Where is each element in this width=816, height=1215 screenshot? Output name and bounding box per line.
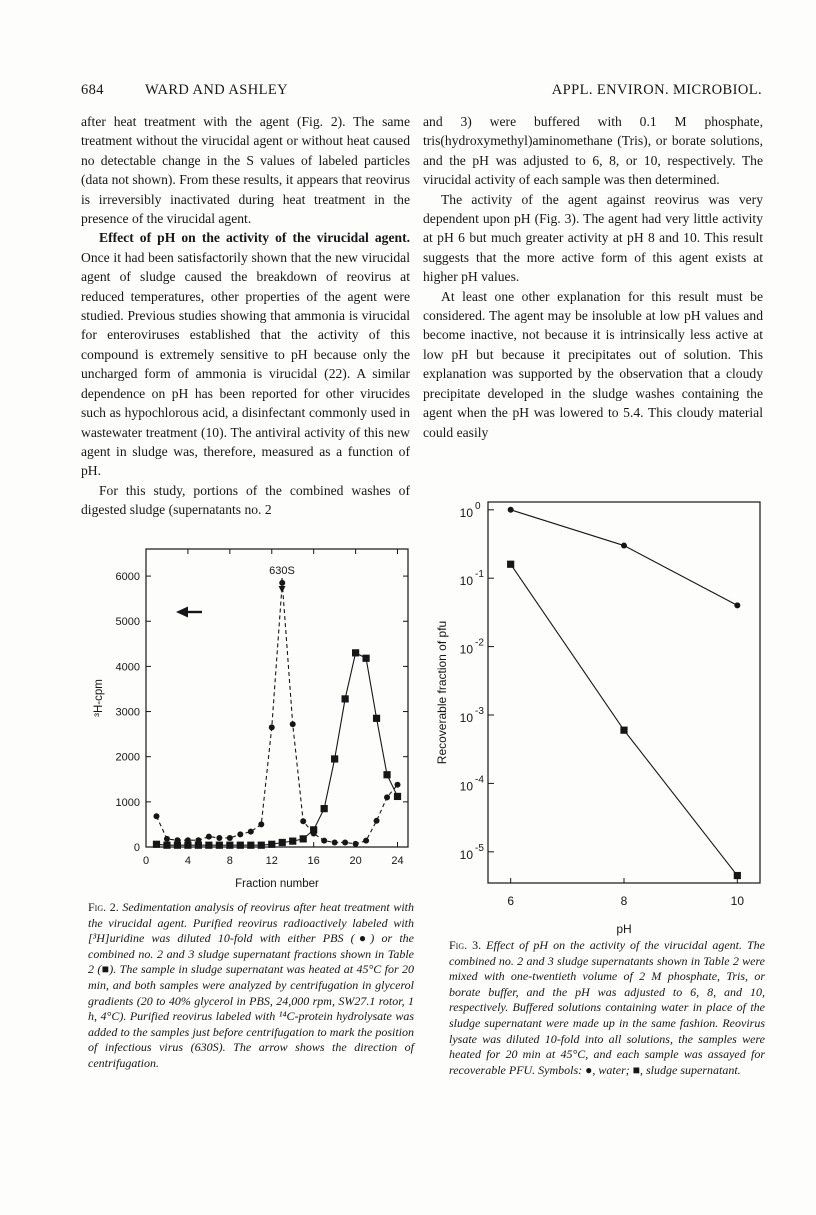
y-tick-label-base: 10 (459, 711, 473, 726)
y-tick-label-exponent: -2 (475, 637, 484, 649)
figure-2-chart (90, 540, 420, 895)
x-tick-label: 4 (184, 855, 191, 867)
right-paragraph-2: The activity of the agent against reovirus was very dependent upon pH (Fig. 3). The agent had very little activity at pH 6 but much greater activity at pH 8 and 10. This result suggests that the more active form of this agent exists at higher pH values. (423, 191, 763, 285)
630s-label: 630S (269, 565, 295, 577)
data-point-sludge (226, 842, 233, 849)
figure-2-frame (146, 549, 408, 847)
data-point-sludge (734, 872, 741, 879)
data-point-sludge (507, 561, 514, 568)
y-tick-label-exponent: -1 (475, 569, 484, 581)
series-pbs-line (156, 583, 397, 844)
data-point-pbs (300, 818, 306, 824)
data-point-sludge (321, 805, 328, 812)
data-point-sludge (620, 727, 627, 734)
y-tick-label-exponent: -5 (475, 842, 484, 854)
data-point-pbs (290, 721, 296, 727)
data-point-sludge (195, 842, 202, 849)
figure-3-caption-lead: Fig. 3. (449, 938, 482, 952)
data-point-pbs (321, 838, 327, 844)
series-water-line (511, 510, 738, 606)
y-tick-label: 2000 (115, 751, 140, 764)
left-paragraph-2-body: Once it had been satisfactorily shown that the new virucidal agent of sludge caused the breakdown of reovirus at reduced temperatures, other properties of the agent were studied. Previous studies showing that ammonia is virucidal for enteroviruses established that the activity of this compound is extremely sensitive to pH because only the uncharged form of ammonia is virucidal (22). A similar dependence on pH has been reported for other virucides such as hypochlorous acid, a disinfectant commonly used in wastewater treatment (10). The antiviral activity of this new agent in sludge was, therefore, measured as a function of pH. (81, 249, 410, 479)
data-point-pbs (227, 835, 233, 841)
x-tick-label: 24 (391, 855, 404, 867)
y-tick-label-base: 10 (459, 574, 473, 589)
data-point-sludge (268, 841, 275, 848)
right-paragraph-3: At least one other explanation for this result must be considered. The agent may be insoluble at low pH values and become inactive, not because it is intrinsically less active at low pH but because it precipitates out of solution. This explanation was supported by the observation that a cloudy precipitate developed in the sludge washes containing the agent when the pH was lowered to 5.4. This cloudy material could easily (423, 288, 763, 440)
data-point-water (508, 507, 514, 513)
data-point-sludge (258, 842, 265, 849)
x-axis-label: Fraction number (235, 878, 319, 890)
data-point-sludge (373, 715, 380, 722)
data-point-sludge (310, 826, 317, 833)
x-tick-label: 6 (507, 894, 515, 908)
data-point-sludge (300, 835, 307, 842)
figure-3-frame (488, 502, 760, 883)
right-column (423, 112, 763, 442)
data-point-sludge (394, 793, 401, 800)
x-tick-label: 8 (226, 855, 233, 867)
figure-2-plot (93, 549, 408, 890)
data-point-sludge (153, 841, 160, 848)
y-tick-label-base: 10 (459, 847, 473, 862)
left-paragraph-3: For this study, portions of the combined washes of digested sludge (supernatants no. 2 (81, 482, 410, 518)
data-point-pbs (269, 724, 275, 730)
figure-3-caption-text: Effect of pH on the activity of the virucidal agent. The combined no. 2 and 3 sludge supernatants shown in Table 2 were mixed with one-twentieth volume of 2 M phosphate, Tris, or borate buffer, and the pH was adjusted to 6, 8, and 10, respectively. Buffered solutions containing water in place of the sludge supernatant were made up in the same fashion. Reovirus lysate was diluted 10-fold into all solutions, the samples were heated for 20 min at 45°C, and each sample was assayed for recoverable PFU. Symbols: ●, water; ■, sludge supernatant. (449, 938, 766, 1077)
x-tick-label: 16 (307, 855, 320, 867)
y-tick-label: 4000 (115, 661, 140, 674)
data-point-pbs (363, 838, 369, 844)
right-paragraph-1: and 3) were buffered with 0.1 M phosphate, tris(hydroxymethyl)aminomethane (Tris), or borate solutions, and the pH was adjusted to 6, 8, or 10, respectively. The virucidal activity of each sample was then determined. (423, 114, 763, 188)
data-point-pbs (164, 836, 170, 842)
data-point-pbs (258, 821, 264, 827)
figure-3-plot (435, 501, 760, 936)
data-point-sludge (174, 842, 181, 849)
x-tick-label: 8 (620, 894, 628, 908)
data-point-pbs (342, 839, 348, 845)
data-point-sludge (331, 755, 338, 762)
figure-3-chart (430, 496, 766, 936)
y-tick-label-exponent: 0 (475, 500, 481, 512)
630s-arrow-icon (279, 578, 286, 593)
x-tick-label: 0 (142, 855, 150, 867)
y-tick-label-base: 10 (459, 642, 473, 657)
left-paragraph-1: after heat treatment with the agent (Fig. 2). The same treatment without the virucidal agent or without heat caused no detectable change in the S values of labeled particles (data not shown). From these results, it appears that reovirus is irreversibly inactivated during heat treatment in the presence of the virucidal agent. (81, 114, 410, 227)
series-sludge-line (511, 564, 738, 875)
y-tick-label-base: 10 (459, 505, 473, 520)
section-heading: Effect of pH on the activity of the virucidal agent. (99, 230, 410, 246)
series-sludge-line (156, 653, 397, 845)
y-tick-label: 0 (133, 842, 140, 854)
data-point-sludge (216, 842, 223, 849)
data-point-sludge (342, 695, 349, 702)
data-point-sludge (237, 842, 244, 849)
data-point-sludge (279, 839, 286, 846)
page-number: 684 (81, 82, 104, 98)
running-authors: WARD AND ASHLEY (145, 82, 288, 98)
data-point-pbs (206, 834, 212, 840)
y-axis-label: ³H-cpm (93, 679, 105, 717)
y-tick-label-base: 10 (459, 779, 473, 794)
data-point-sludge (247, 842, 254, 849)
figure-2-caption-text: Sedimentation analysis of reovirus after heat treatment with the virucidal agent. Purified reovirus radioactively labeled with [³H]uridine was diluted 10-fold with either PBS (●) or the combined no. 2 and 3 sludge supernatant fractions shown in Table 2 (■). The sample in sludge supernatant was heated at 45°C for 20 min, and both samples were analyzed by centrifugation in glycerol gradients (20 to 40% glycerol in PBS, 24,000 rpm, SW27.1 rotor, 1 h, 4°C). Purified reovirus labeled with ¹⁴C-protein hydrolysate was added to the samples just before centrifugation to mark the position of infectious virus (630S). The arrow shows the direction of centrifugation. (88, 900, 414, 1070)
data-point-pbs (216, 835, 222, 841)
left-column (81, 112, 410, 520)
figure-2-caption (88, 900, 414, 1072)
y-tick-label: 1000 (115, 796, 140, 809)
journal-title: APPL. ENVIRON. MICROBIOL. (551, 82, 762, 98)
data-point-pbs (374, 818, 380, 824)
y-tick-label: 3000 (115, 706, 140, 719)
data-point-sludge (362, 655, 369, 662)
data-point-pbs (237, 831, 243, 837)
y-tick-label-exponent: -4 (475, 774, 484, 786)
data-point-pbs (395, 782, 401, 788)
y-tick-label: 5000 (115, 616, 140, 629)
data-point-sludge (163, 842, 170, 849)
figure-2-caption-lead: Fig. 2. (88, 900, 119, 914)
x-tick-label: 12 (265, 855, 278, 867)
x-tick-label: 20 (349, 855, 362, 867)
data-point-pbs (153, 813, 159, 819)
data-point-water (734, 602, 740, 608)
data-point-pbs (384, 794, 390, 800)
y-tick-label-exponent: -3 (475, 706, 484, 718)
left-paragraph-2 (81, 228, 410, 480)
data-point-sludge (289, 838, 296, 845)
data-point-sludge (383, 771, 390, 778)
data-point-sludge (352, 649, 359, 656)
centrifugation-arrow-icon (176, 607, 202, 618)
figure-3-caption (449, 938, 765, 1078)
data-point-pbs (353, 841, 359, 847)
y-tick-label: 6000 (115, 571, 140, 584)
x-tick-label: 10 (730, 894, 745, 908)
data-point-sludge (205, 842, 212, 849)
data-point-sludge (184, 842, 191, 849)
data-point-pbs (332, 839, 338, 845)
data-point-pbs (248, 829, 254, 835)
y-axis-label: Recoverable fraction of pfu (435, 620, 449, 765)
x-axis-label: pH (616, 922, 632, 936)
data-point-water (621, 543, 627, 549)
